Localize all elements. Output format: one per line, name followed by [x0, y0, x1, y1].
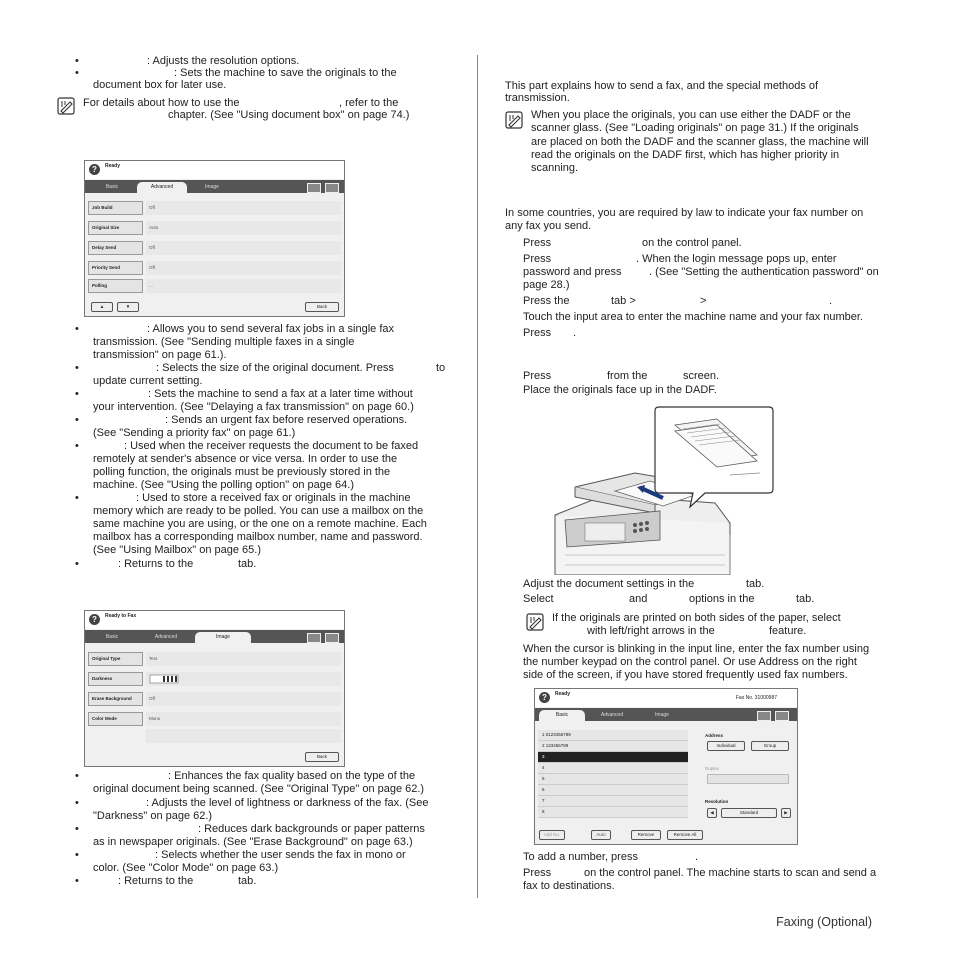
basic-tab-screenshot — [534, 688, 798, 845]
text-line: polling function, the originals must be previously stored in the — [93, 466, 391, 478]
darkness-bar — [146, 672, 341, 686]
text-line: with left/right arrows in the — [587, 625, 715, 637]
text-line: : Sets the machine to save the originals to the — [174, 67, 397, 79]
text-line: , refer to the — [339, 97, 399, 109]
text-line: update current setting. — [93, 375, 203, 387]
bullet: • — [75, 770, 79, 782]
text-line: Place the originals face up in the DADF. — [523, 384, 717, 396]
text-line: memory which are ready to be polled. You can use a mailbox on the — [93, 505, 424, 517]
text-line: on the control panel. The machine starts to scan and send a — [584, 867, 877, 879]
bullet: • — [75, 55, 79, 67]
text-line: Press — [523, 253, 552, 265]
text-line: tab. — [238, 558, 257, 570]
help-icon: ? — [539, 692, 550, 703]
help-icon: ? — [89, 614, 100, 625]
bullet: • — [75, 875, 79, 887]
text-line: For details about how to use the — [83, 97, 240, 109]
text-line: transmission" on page 61.). — [93, 349, 227, 361]
text-line: on the control panel. — [642, 237, 742, 249]
note-icon — [526, 613, 544, 631]
text-line: and — [629, 593, 648, 605]
bullet: • — [75, 558, 79, 570]
text-line: In some countries, you are required by law to indicate your fax number on — [505, 207, 864, 219]
home-icon — [325, 633, 339, 643]
list-item: 8 — [538, 807, 688, 818]
text-line: . — [573, 327, 577, 339]
text-line: tab. — [238, 875, 257, 887]
bullet: • — [75, 67, 79, 79]
tab-basic: Basic — [105, 184, 119, 190]
text-line: page 28.) — [523, 279, 570, 291]
text-line: . — [829, 295, 833, 307]
screen-title: Ready — [105, 163, 121, 169]
text-line: transmission. — [505, 92, 570, 104]
text-line: Select — [523, 593, 554, 605]
text-line: To add a number, press — [523, 851, 638, 863]
text-line: This part explains how to send a fax, and the special methods of — [505, 80, 819, 92]
text-line: side of the screen, if you have stored frequently used fax numbers. — [523, 669, 848, 681]
text-line: same machine you are using, or the one on a remote machine. Each — [93, 518, 427, 530]
bullet: • — [75, 849, 79, 861]
right-arrow-icon: ▶ — [781, 808, 791, 818]
text-line: Adjust the document settings in the — [523, 578, 695, 590]
text-line: : Selects the size of the original document. Press — [156, 362, 394, 374]
text-line: . — [695, 851, 699, 863]
text-line: original document being scanned. (See "Original Type" on page 62.) — [93, 783, 425, 795]
text-line: fax to destinations. — [523, 880, 615, 892]
bullet: • — [75, 414, 79, 426]
row-label: Polling — [88, 279, 143, 293]
text-line: as in newspaper originals. (See "Erase Background" on page 63.) — [93, 836, 413, 848]
bullet: • — [75, 823, 79, 835]
text-line: feature. — [769, 625, 807, 637]
resolution-label: Resolution — [705, 799, 729, 804]
share-icon — [307, 633, 321, 643]
advanced-tab-screenshot — [84, 160, 345, 317]
text-line: When you place the originals, you can use either the DADF or the — [531, 109, 851, 121]
row-label: Original Size — [88, 221, 143, 235]
tab-advanced: Advanced — [154, 634, 178, 640]
row-label: Job Build — [88, 201, 143, 215]
text-line: (See "Using Mailbox" on page 65.) — [93, 544, 262, 556]
page-footer: Faxing (Optional) — [776, 915, 872, 929]
row-value: Mono — [146, 712, 341, 726]
text-line: : Used when the receiver requests the document to be faxed — [124, 440, 419, 452]
list-item: 5 — [538, 774, 688, 785]
duplex-selector — [707, 774, 789, 784]
text-line: tab. — [746, 578, 765, 590]
text-line: document box for later use. — [93, 79, 227, 91]
note-icon — [505, 111, 523, 129]
tab-image: Image — [195, 632, 251, 643]
bullet: • — [75, 492, 79, 504]
dadf-loading-illustration — [545, 405, 775, 575]
down-arrow-icon: ▼ — [117, 302, 139, 312]
row-value: Off — [146, 241, 341, 255]
row-value: Text — [146, 652, 341, 666]
text-line: read the originals on the DADF first, which has higher priority in — [531, 149, 840, 161]
text-line: scanning. — [531, 162, 579, 174]
share-icon — [757, 711, 771, 721]
home-icon — [325, 183, 339, 193]
resolution-value: Standard — [721, 808, 777, 818]
note-icon — [57, 97, 75, 115]
list-item: 4 — [538, 763, 688, 774]
individual-button: Individual — [707, 741, 745, 751]
row-label: Priority Send — [88, 261, 143, 275]
remove-all-button: Remove All — [667, 830, 703, 840]
text-line: : Selects whether the user sends the fax in mono or — [155, 849, 406, 861]
row-label: Darkness — [88, 672, 143, 686]
list-item: 6 — [538, 785, 688, 796]
bullet: • — [75, 440, 79, 452]
text-line: . When the login message pops up, enter — [636, 253, 837, 265]
tab-basic: Basic — [105, 634, 119, 640]
text-line: Press — [523, 327, 552, 339]
tab-image: Image — [205, 184, 219, 190]
add-number-button: Add No. — [539, 830, 565, 840]
remove-button: Remove — [631, 830, 661, 840]
text-line: > — [700, 295, 707, 307]
text-line: Press the — [523, 295, 570, 307]
up-arrow-icon: ▲ — [91, 302, 113, 312]
back-button: Back — [305, 752, 339, 762]
text-line: : Returns to the — [118, 558, 194, 570]
list-item: 7 — [538, 796, 688, 807]
row-label: Color Mode — [88, 712, 143, 726]
help-icon: ? — [89, 164, 100, 175]
row-value: ... — [146, 279, 341, 293]
text-line: : Sets the machine to send a fax at a later time without — [148, 388, 413, 400]
list-item-selected: 3 — [538, 752, 688, 763]
back-button: Back — [305, 302, 339, 312]
tab-image: Image — [655, 712, 669, 718]
screen-title: Ready to Fax — [105, 613, 137, 619]
bullet: • — [75, 362, 79, 374]
row-label: Erase Background — [88, 692, 143, 706]
text-line: : Sends an urgent fax before reserved operations. — [165, 414, 408, 426]
text-line: to — [436, 362, 446, 374]
text-line: : Adjusts the resolution options. — [147, 55, 300, 67]
text-line: scanner glass. (See "Loading originals" on page 31.) If the originals — [531, 122, 859, 134]
duplex-label: Duplex — [705, 766, 720, 771]
text-line: tab. — [796, 593, 815, 605]
column-divider — [477, 55, 478, 898]
bullet: • — [75, 388, 79, 400]
share-icon — [307, 183, 321, 193]
text-line: Touch the input area to enter the machine name and your fax number. — [523, 311, 863, 323]
text-line: chapter. (See "Using document box" on page 74.) — [168, 109, 410, 121]
text-line: Press — [523, 867, 552, 879]
text-line: machine. (See "Using the polling option" on page 64.) — [93, 479, 354, 491]
group-button: Group — [751, 741, 789, 751]
row-value: Off — [146, 201, 341, 215]
text-line: "Darkness" on page 62.) — [93, 810, 213, 822]
address-label: Address — [705, 733, 724, 738]
text-line: are placed on both the DADF and the scanner glass, the machine will — [531, 136, 869, 148]
row-value: Auto — [146, 221, 341, 235]
text-line: (See "Sending a priority fax" on page 61.) — [93, 427, 296, 439]
tab-basic: Basic — [539, 710, 585, 721]
text-line: . (See "Setting the authentication password" on — [649, 266, 879, 278]
bullet: • — [75, 323, 79, 335]
fax-number-display: Fax No. 31000987 — [735, 695, 777, 701]
text-line: remotely at sender's absence or vice versa. In order to use the — [93, 453, 398, 465]
text-line: If the originals are printed on both sides of the paper, select — [552, 612, 841, 624]
text-line: mailbox has a corresponding mailbox number, name and password. — [93, 531, 423, 543]
text-line: Press — [523, 237, 552, 249]
text-line: password and press — [523, 266, 622, 278]
text-line: : Returns to the — [118, 875, 194, 887]
row-value: Off — [146, 692, 341, 706]
text-line: transmission. (See "Sending multiple faxes in a single — [93, 336, 355, 348]
row-label: Delay Send — [88, 241, 143, 255]
left-arrow-icon: ◀ — [707, 808, 717, 818]
list-item: 2 123456789 — [538, 741, 688, 752]
screen-title: Ready — [555, 691, 571, 697]
text-line: : Enhances the fax quality based on the type of the — [168, 770, 416, 782]
text-line: When the cursor is blinking in the input line, enter the fax number using — [523, 643, 870, 655]
text-line: your intervention. (See "Delaying a fax transmission" on page 60.) — [93, 401, 414, 413]
bullet: • — [75, 797, 79, 809]
list-item: 1 0123456789 — [538, 730, 688, 741]
tab-advanced: Advanced — [600, 712, 624, 718]
text-line: from the — [607, 370, 648, 382]
text-line: Press — [523, 370, 552, 382]
text-line: options in the — [689, 593, 755, 605]
auto-button: Auto — [591, 830, 611, 840]
text-line: the number keypad on the control panel. Or use Address on the right — [523, 656, 857, 668]
text-line: : Reduces dark backgrounds or paper patterns — [198, 823, 425, 835]
empty-row — [146, 729, 341, 743]
tab-advanced: Advanced — [137, 182, 187, 193]
text-line: color. (See "Color Mode" on page 63.) — [93, 862, 279, 874]
text-line: : Allows you to send several fax jobs in a single fax — [147, 323, 395, 335]
text-line: any fax you send. — [505, 220, 592, 232]
text-line: : Used to store a received fax or originals in the machine — [136, 492, 411, 504]
row-label: Original Type — [88, 652, 143, 666]
image-tab-screenshot — [84, 610, 345, 767]
text-line: tab > — [611, 295, 636, 307]
home-icon — [775, 711, 789, 721]
text-line: screen. — [683, 370, 720, 382]
text-line: : Adjusts the level of lightness or darkness of the fax. (See — [146, 797, 429, 809]
row-value: Off — [146, 261, 341, 275]
